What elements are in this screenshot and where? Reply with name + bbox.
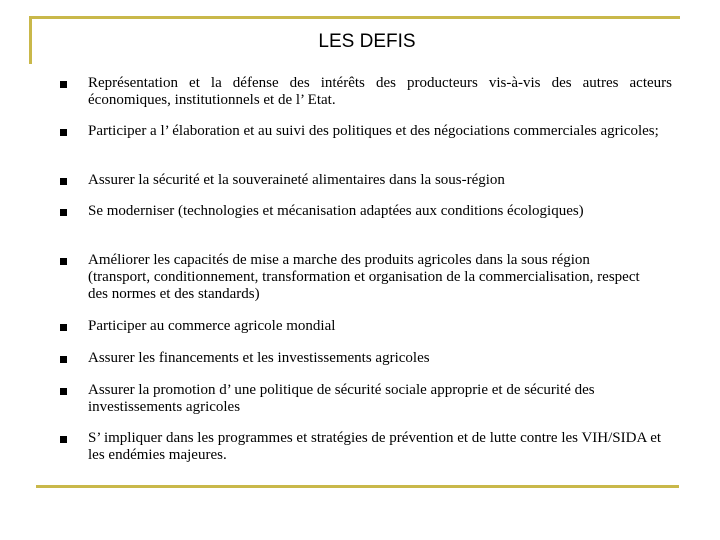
square-bullet-icon (60, 388, 67, 395)
list-item-text: Améliorer les capacités de mise a marche des produits agricoles dans la sous région (transport, conditionnement, transformation et organisation de la commercialisation, respect des normes et des standards) (88, 252, 640, 302)
square-bullet-icon (60, 356, 67, 363)
list-item-text: Assurer la promotion d’ une politique de sécurité sociale approprie et de sécurité des investissements agricoles (88, 382, 595, 415)
list-item-text: Représentation et la défense des intérêts des producteurs vis-à-vis des autres acteurs économiques, institutionnels et de l’ Etat. (88, 75, 672, 108)
square-bullet-icon (60, 258, 67, 265)
list-item-text: S’ impliquer dans les programmes et stratégies de prévention et de lutte contre les VIH/SIDA et les endémies majeures. (88, 430, 662, 463)
frame-bottom-border (36, 485, 679, 488)
square-bullet-icon (60, 81, 67, 88)
list-item-text: Participer au commerce agricole mondial (88, 318, 336, 334)
square-bullet-icon (60, 209, 67, 216)
slide-title: LES DEFIS (318, 31, 416, 52)
square-bullet-icon (60, 436, 67, 443)
list-item-text: Assurer les financements et les investissements agricoles (88, 350, 430, 366)
square-bullet-icon (60, 178, 67, 185)
list-item-text: Se moderniser (technologies et mécanisation adaptées aux conditions écologiques) (88, 203, 584, 219)
list-item-text: Participer a l’ élaboration et au suivi des politiques et des négociations commerciales agricoles; (88, 123, 659, 139)
square-bullet-icon (60, 324, 67, 331)
list-item-text: Assurer la sécurité et la souveraineté alimentaires dans la sous-région (88, 172, 505, 188)
square-bullet-icon (60, 129, 67, 136)
